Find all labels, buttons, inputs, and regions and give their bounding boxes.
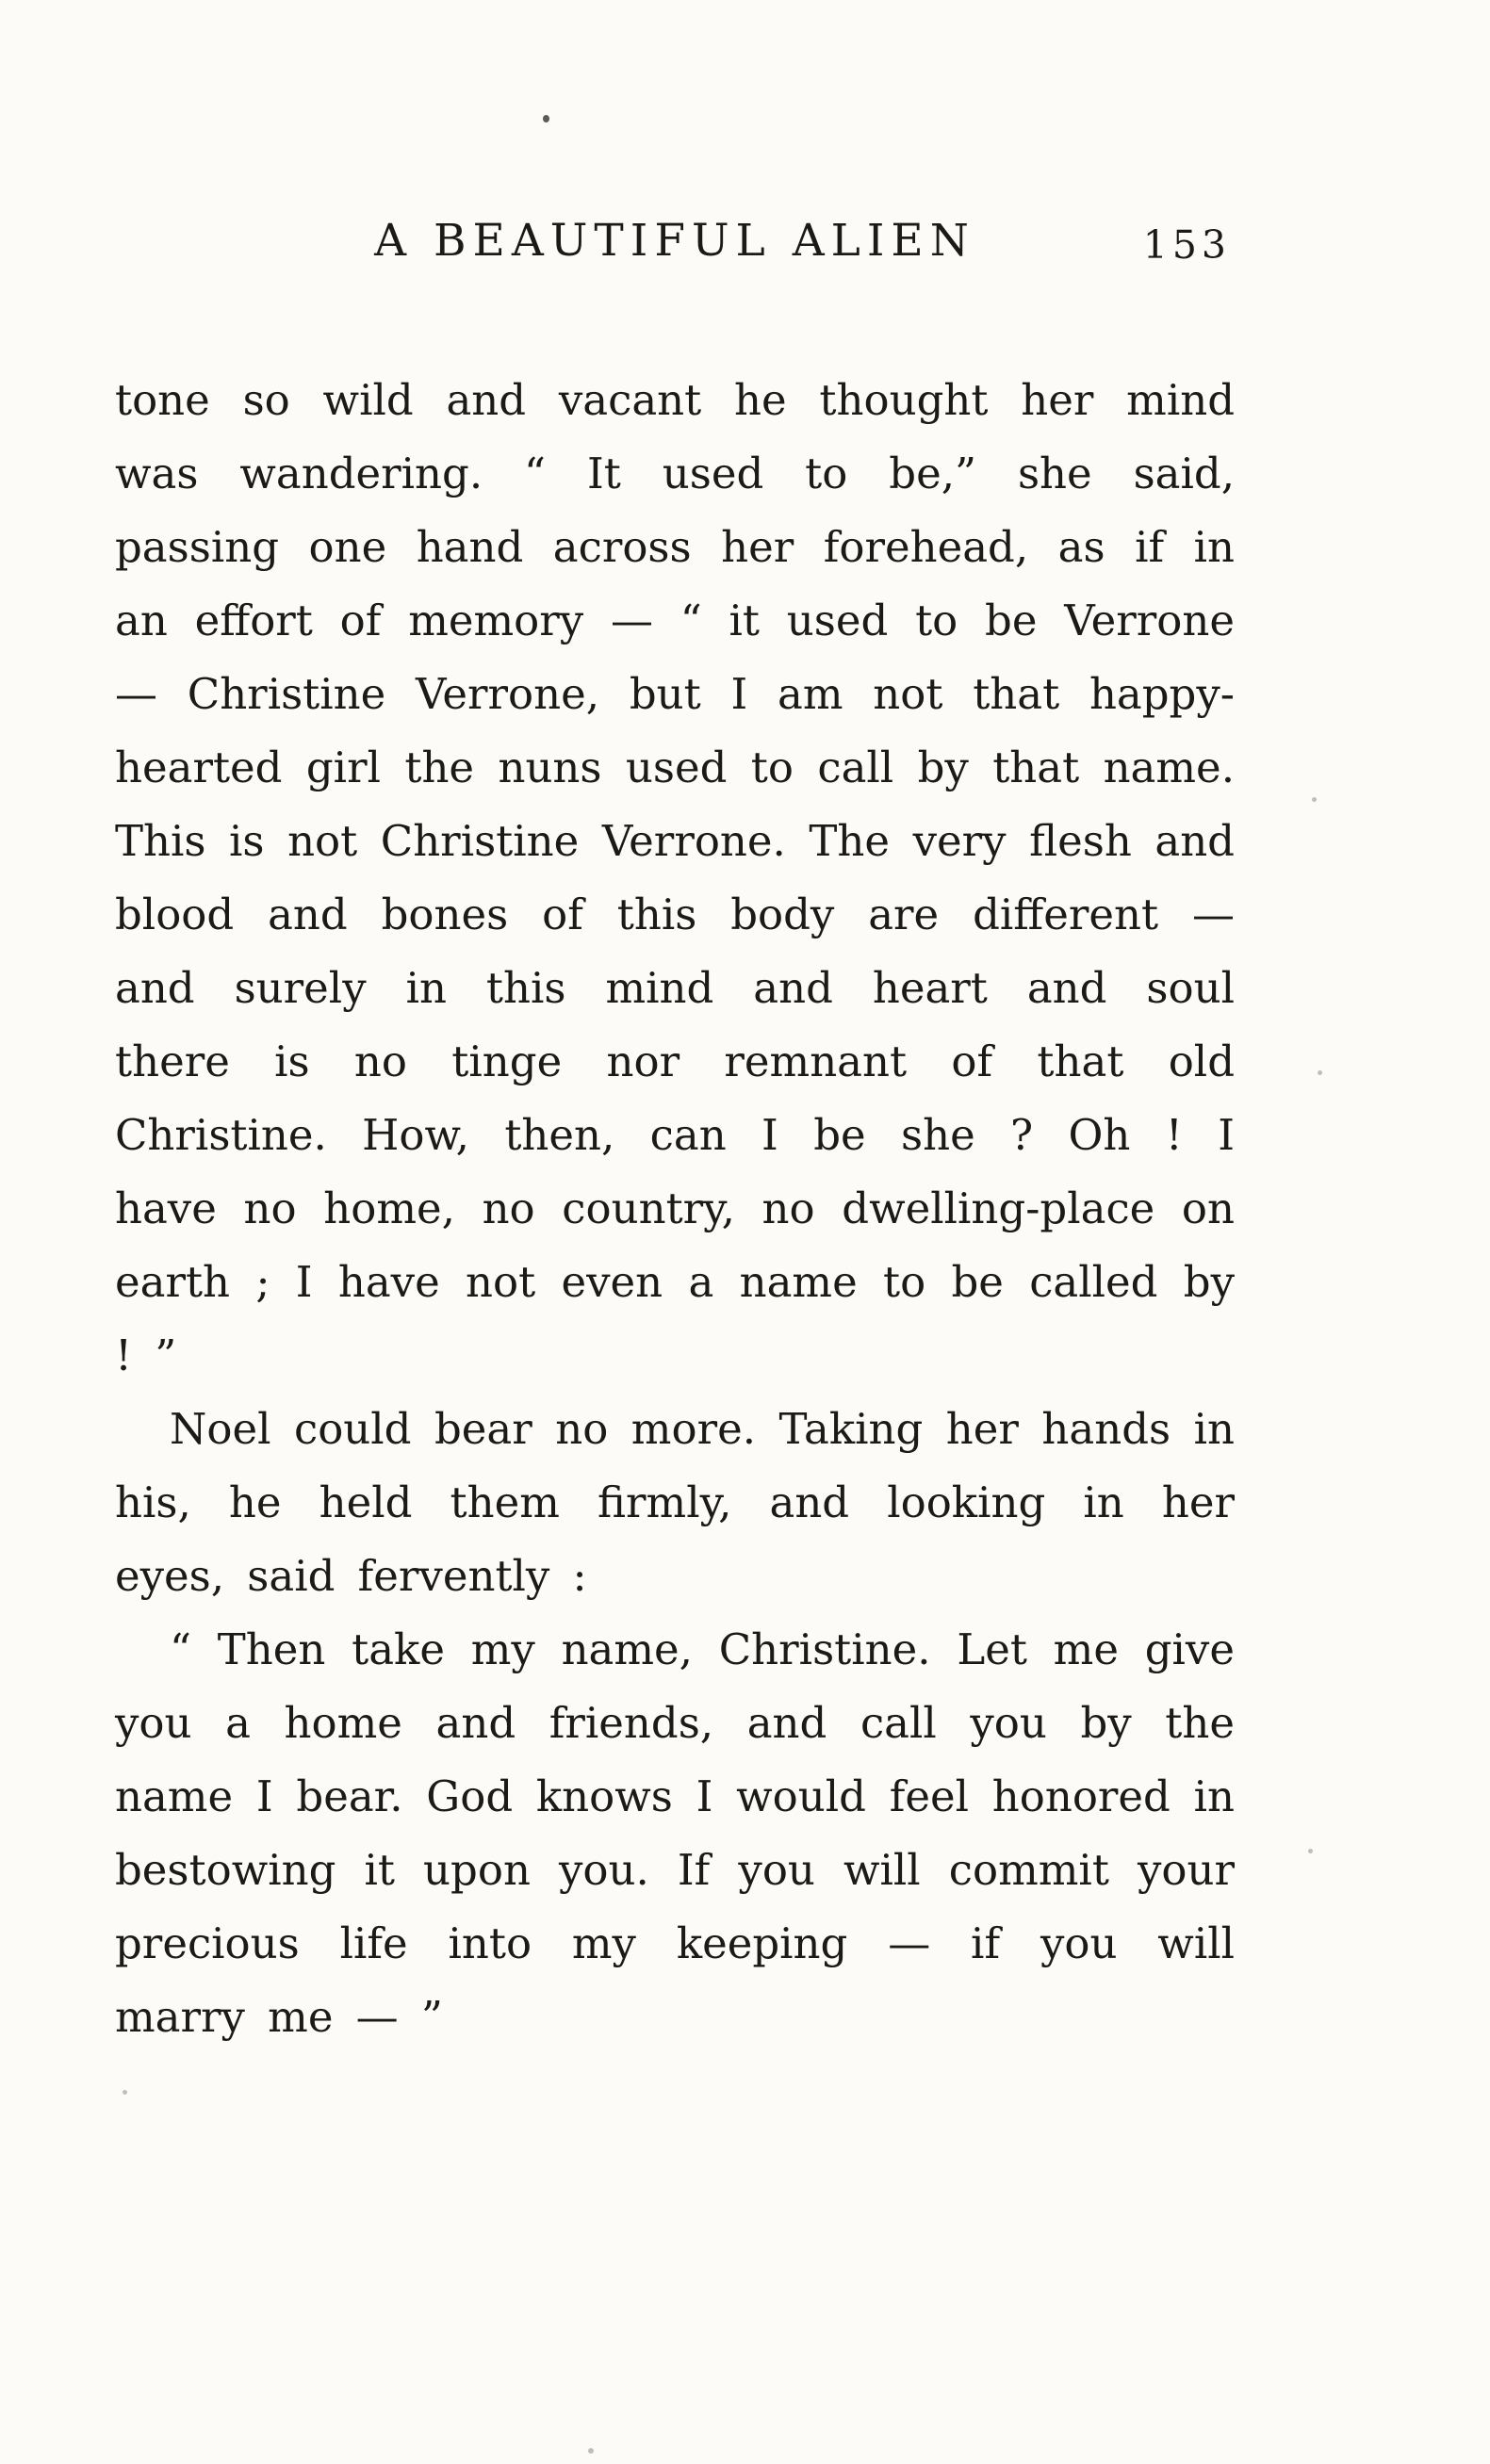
- scan-speck: [588, 2448, 594, 2454]
- scan-speck: [543, 115, 549, 122]
- scan-speck: [1308, 1849, 1313, 1853]
- running-title: A BEAUTIFUL ALIEN: [374, 215, 975, 267]
- paragraph: “ Then take my name, Christine. Let me give you a home and friends, and call you by the name I bear. God knows I would feel honored in bestowing it upon you. If you will commit your precious life into my keeping — if you will marry me — ”: [115, 1624, 1235, 2042]
- text-column: [115, 215, 1235, 2054]
- scan-speck: [123, 2090, 127, 2095]
- scan-speck: [1318, 1070, 1322, 1075]
- page-number: 153: [1142, 222, 1231, 268]
- page-body: [115, 364, 1235, 2054]
- paragraph: tone so wild and vacant he thought her mind was wandering. “ It used to be,” she said, passing one hand across her forehead, as if in an effort of memory — “ it used to be Verrone — Christine Verrone, but I am not that happy-hearted girl the nuns used to call by that name. This is not Christine Verrone. The very flesh and blood and bones of this body are different — and surely in this mind and heart and soul there is no tinge nor remnant of that old Christine. How, then, can I be she ? Oh ! I have no home, no country, no dwelling-place on earth ; I have not even a name to be called by ! ”: [115, 375, 1235, 1380]
- paragraph: Noel could bear no more. Taking her hands in his, he held them firmly, and looking in her eyes, said fervently :: [115, 1404, 1235, 1601]
- page-header: [115, 215, 1235, 328]
- scan-speck: [1312, 797, 1317, 802]
